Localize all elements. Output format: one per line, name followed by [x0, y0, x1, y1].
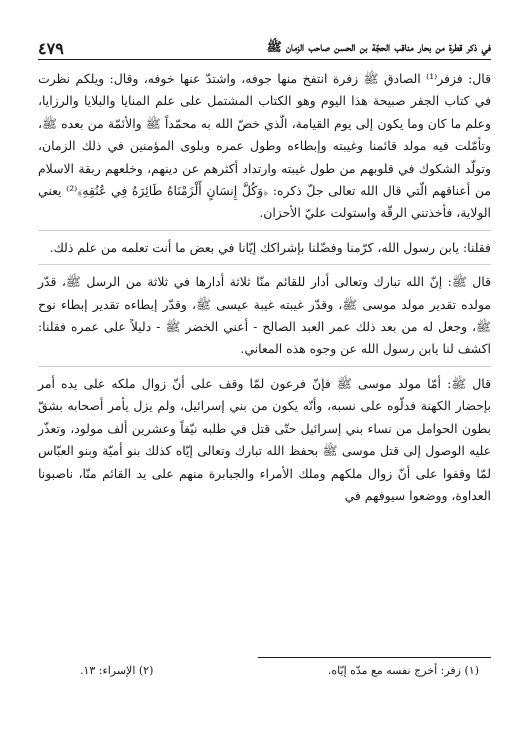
- footnote-1: (١) زفر: أخرج نفسه مع مدّه إيّاه.: [327, 664, 479, 677]
- footnote-2: (٢) الإسراء: ١٣.: [80, 664, 154, 677]
- footnotes: [80, 664, 479, 677]
- page-number: ٤٧٩: [38, 39, 64, 58]
- running-header: [38, 34, 491, 58]
- paragraph-3: قال ﷺ: إنّ الله تبارك وتعالى أدار للقائم منّا ثلاثة أدارها في ثلاثة من الرسل ﷺ، قدّر مولده تقدير مولد موسى ﷺ، وقدّر غيبته غيبة عيسى ﷺ، وقدّر إبطاءه تقدير إبطاء نوح ﷺ، وجعل له من بعد ذلك عمر العبد الصالح - أعني الخضر ﷺ - دليلاً على عمره فقلنا: اكشف لنا يابن رسول الله عن وجوه هذه المعاني.: [38, 274, 491, 357]
- paragraph-divider: [38, 366, 491, 367]
- paragraph-4: قال ﷺ: أمّا مولد موسى ﷺ فإنّ فرعون لمّا وقف على أنّ زوال ملكه على يده أمر بإحضار الكهنة فدلّوه على نسبه، وأنّه يكون من بني إسرائيل، ولم يزل يأمر أصحابه بشقّ بطون الحوامل من نساء بني إسرائيل حتّى قتل في طلبه نيّفاً وعشرين ألف مولود، وتعذّر عليه الوصول إلى قتل موسى ﷺ بحفظ الله تبارك وتعالى إيّاه كذلك بنو أميّة وبنو العبّاس لمّا وقفوا على أنّ زوال ملكهم وملك الأمراء والجبابرة منهم على يد القائم منّا، ناصبونا العداوة، ووضعوا سيوفهم في: [38, 375, 491, 503]
- header-title: في ذكر قطرة من بحار مناقب الحجّة بن الحسن صاحب الزمان ﷺ: [266, 39, 491, 54]
- footnote-divider: [258, 657, 491, 658]
- page-body: [38, 68, 491, 507]
- paragraph-1: قال: فزفر⁽¹⁾ الصادق ﷺ زفرة انتفخ منها جوفه، واشتدّ عنها خوفه، وقال: ويلكم نظرت في كتاب الجفر صبيحة هذا اليوم وهو الكتاب المشتمل على علم المنايا والبلايا والرزايا، وعلم ما كان وما يكون إلى يوم القيامة، الّذي خصّ الله به محمّداً ﷺ والأئمّة من بعده ﷺ، وتأمّلت فيه مولد قائمنا وغيبته وإبطاءه وطول عمره وبلوى المؤمنين في ذلك الزمان، وتولّد الشكوك في قلوبهم من طول غيبته وارتداد أكثرهم عن دينهم، وخلعهم ربقة الاسلام من أعناقهم الّتي قال الله تعالى جلّ ذكره: ﴿وَكُلَّ إِنسَانٍ أَلْزَمْنَاهُ طَائِرَهُ فِي عُنُقِهِ﴾⁽²⁾ يعني الولاية، فأخذتني الرقّة واستولت عليّ الأحزان.: [38, 71, 491, 221]
- paragraph-divider: [38, 230, 491, 231]
- paragraph-divider: [38, 264, 491, 265]
- paragraph-2: فقلنا: يابن رسول الله، كرّمنا وفضّلنا بإشراكك إيّانا في بعض ما أنت تعلمه من علم ذلك.: [49, 239, 491, 255]
- header-divider: [38, 59, 491, 60]
